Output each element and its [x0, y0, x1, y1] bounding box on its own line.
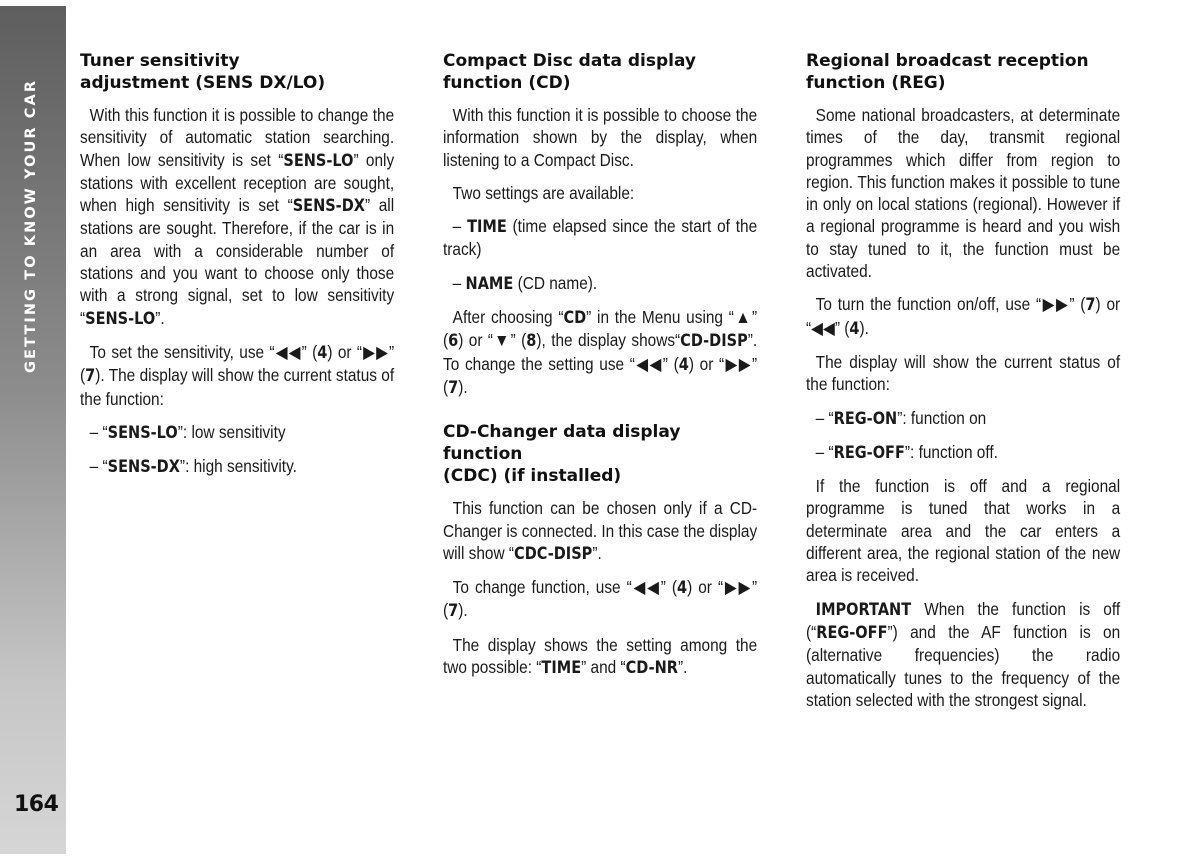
paragraph-cdc-intro: This function can be chosen only if a CD-Changer is connected. In this case the display will show “CDC-DISP”.	[443, 498, 758, 563]
column-cd-display	[443, 50, 757, 690]
heading-cd-changer: CD-Changer data display function (CDC) (if installed)	[443, 422, 681, 487]
list-item-time: – TIME (time elapsed since the start of the track)	[443, 216, 758, 260]
paragraph-cdc-settings: The display shows the setting among the two possible: “TIME” and “CD-NR”.	[443, 634, 758, 678]
paragraph-important: IMPORTANT When the function is off (“REG-OFF”) and the AF function is on (alternative frequencies) the radio automatically tunes to the frequency of the station selected with the strongest signal.	[806, 598, 1121, 710]
paragraph-regional-off: If the function is off and a regional programme is tuned that works in a determinate area and the car enters a different area, the regional station of the new area is received.	[806, 476, 1121, 586]
paragraph-sensitivity-intro: With this function it is possible to change the sensitivity of automatic station searching. When low sensitivity is set “SENS-LO” only stations with excellent reception are sought, when high sensitivity is set “SENS-DX” all stations are sought. Therefore, if the car is in an area with a considerable number of stations and you want to choose only those with a strong signal, set to low sensitivity “SENS-LO”.	[80, 105, 395, 328]
column-sensitivity	[80, 50, 394, 489]
paragraph-regional-intro: Some national broadcasters, at determinate times of the day, transmit regional programmes which differ from region to region. This function makes it possible to tune in only on local stations (regional). However if a regional programme is heard and you wish to stay tuned to it, the function must be activated.	[806, 105, 1121, 282]
page-number: 164	[14, 792, 59, 817]
section-title: GETTING TO KNOW YOUR CAR	[23, 78, 39, 373]
column-regional	[806, 50, 1120, 722]
paragraph-regional-status: The display will show the current status of the function:	[806, 351, 1121, 395]
list-item-name: – NAME (CD name).	[452, 272, 598, 293]
list-item-sens-dx: – “SENS-DX”: high sensitivity.	[89, 456, 297, 477]
list-item-reg-off: – “REG-OFF”: function off.	[815, 441, 998, 462]
paragraph-cd-intro: With this function it is possible to choose the information shown by the display, when listening to a Compact Disc.	[443, 105, 758, 170]
paragraph-set-sensitivity: To set the sensitivity, use “◀◀” (4) or “▶▶” (7). The display will show the current status of the function:	[80, 341, 395, 409]
paragraph-cd-menu: After choosing “CD” in the Menu using “▲” (6) or “▼” (8), the display shows“CD-DISP”. To change the setting use “◀◀” (4) or “▶▶” (7).	[443, 307, 758, 397]
section-sidebar	[0, 6, 66, 854]
heading-regional: Regional broadcast reception function (REG)	[806, 51, 1089, 93]
paragraph-regional-toggle: To turn the function on/off, use “▶▶” (7) or “◀◀” (4).	[806, 294, 1121, 338]
list-item-sens-lo: – “SENS-LO”: low sensitivity	[89, 421, 286, 442]
heading-cd-display: Compact Disc data display function (CD)	[443, 51, 696, 93]
list-item-reg-on: – “REG-ON”: function on	[815, 407, 987, 428]
paragraph-cdc-change: To change function, use “◀◀” (4) or “▶▶” (7).	[443, 577, 758, 621]
paragraph-two-settings: Two settings are available:	[452, 182, 635, 203]
heading-tuner-sensitivity: Tuner sensitivity adjustment (SENS DX/LO)	[80, 51, 326, 93]
